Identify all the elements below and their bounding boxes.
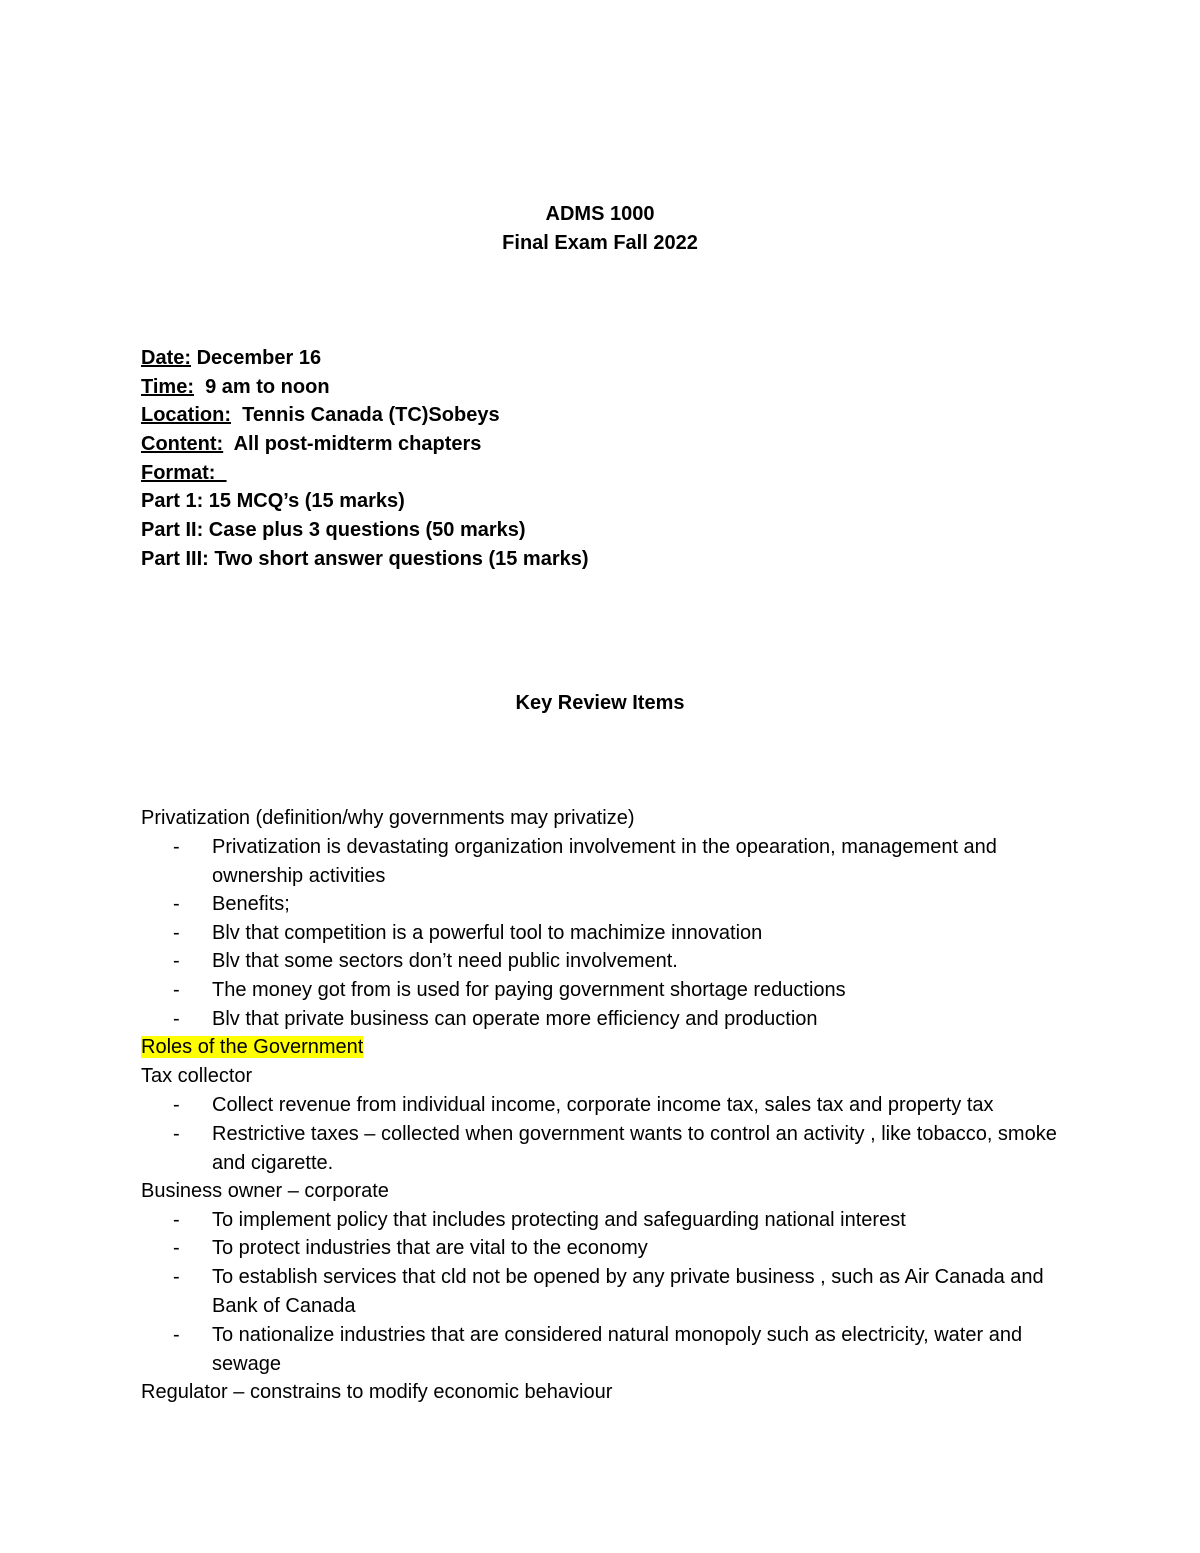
roles-heading: [141, 1033, 363, 1061]
list-item-text: To establish services that cld not be opened by any private business , such as Air Canada and Bank of Canada: [212, 1266, 1044, 1317]
highlighted-text: Roles of the Government: [141, 1036, 364, 1058]
date-label: Date:: [141, 347, 192, 369]
dash-bullet: -: [173, 922, 180, 944]
content-value: All post-midterm chapters: [223, 433, 482, 455]
list-item-text: Restrictive taxes – collected when government wants to control an activity , like tobacco, smoke and cigarette.: [212, 1123, 1057, 1174]
content-label: Content:: [141, 433, 224, 455]
time-line: [141, 373, 330, 401]
location-value: Tennis Canada (TC)Sobeys: [231, 404, 500, 426]
date-value: December 16: [191, 347, 322, 369]
part-1-line: Part 1: 15 MCQ’s (15 marks): [141, 490, 405, 512]
dash-bullet: -: [173, 1123, 180, 1145]
dash-bullet: -: [173, 1266, 180, 1288]
dash-bullet: -: [173, 1008, 180, 1030]
list-item-text: The money got from is used for paying government shortage reductions: [212, 979, 846, 1001]
list-item-text: Privatization is devastating organization involvement in the opearation, management and ownership activities: [212, 836, 997, 887]
list-item-text: Blv that some sectors don’t need public involvement.: [212, 950, 678, 972]
dash-bullet: -: [173, 950, 180, 972]
privatization-heading: Privatization (definition/why governments may privatize): [141, 807, 635, 829]
dash-bullet: -: [173, 1209, 180, 1231]
tax-collector-heading: Tax collector: [141, 1065, 253, 1087]
location-label: Location:: [141, 404, 231, 426]
dash-bullet: -: [173, 893, 180, 915]
list-item-text: To nationalize industries that are considered natural monopoly such as electricity, water and sewage: [212, 1324, 1023, 1375]
list-item-text: Blv that competition is a powerful tool to machimize innovation: [212, 922, 763, 944]
business-owner-heading: Business owner – corporate: [141, 1180, 389, 1202]
list-item-text: Collect revenue from individual income, corporate income tax, sales tax and property tax: [212, 1094, 994, 1116]
location-line: [141, 401, 500, 429]
dash-bullet: -: [173, 979, 180, 1001]
content-line: [141, 430, 481, 458]
time-value: 9 am to noon: [193, 376, 330, 398]
part-3-line: Part III: Two short answer questions (15 marks): [141, 548, 589, 570]
dash-bullet: -: [173, 1094, 180, 1116]
date-line: [141, 344, 321, 372]
dash-bullet: -: [173, 1237, 180, 1259]
list-item-text: Benefits;: [212, 893, 290, 915]
list-item-text: To implement policy that includes protecting and safeguarding national interest: [212, 1209, 906, 1231]
part-2-line: Part II: Case plus 3 questions (50 marks): [141, 519, 526, 541]
course-title: ADMS 1000: [545, 203, 655, 225]
regulator-heading: Regulator – constrains to modify economic behaviour: [141, 1381, 613, 1403]
format-line: [141, 459, 227, 487]
review-heading: Key Review Items: [515, 692, 685, 714]
list-item-text: Blv that private business can operate more efficiency and production: [212, 1008, 818, 1030]
dash-bullet: -: [173, 836, 180, 858]
exam-title: Final Exam Fall 2022: [502, 232, 698, 254]
time-label: Time:: [141, 376, 194, 398]
format-label: Format:: [141, 462, 227, 484]
list-item-text: To protect industries that are vital to the economy: [212, 1237, 648, 1259]
dash-bullet: -: [173, 1324, 180, 1346]
